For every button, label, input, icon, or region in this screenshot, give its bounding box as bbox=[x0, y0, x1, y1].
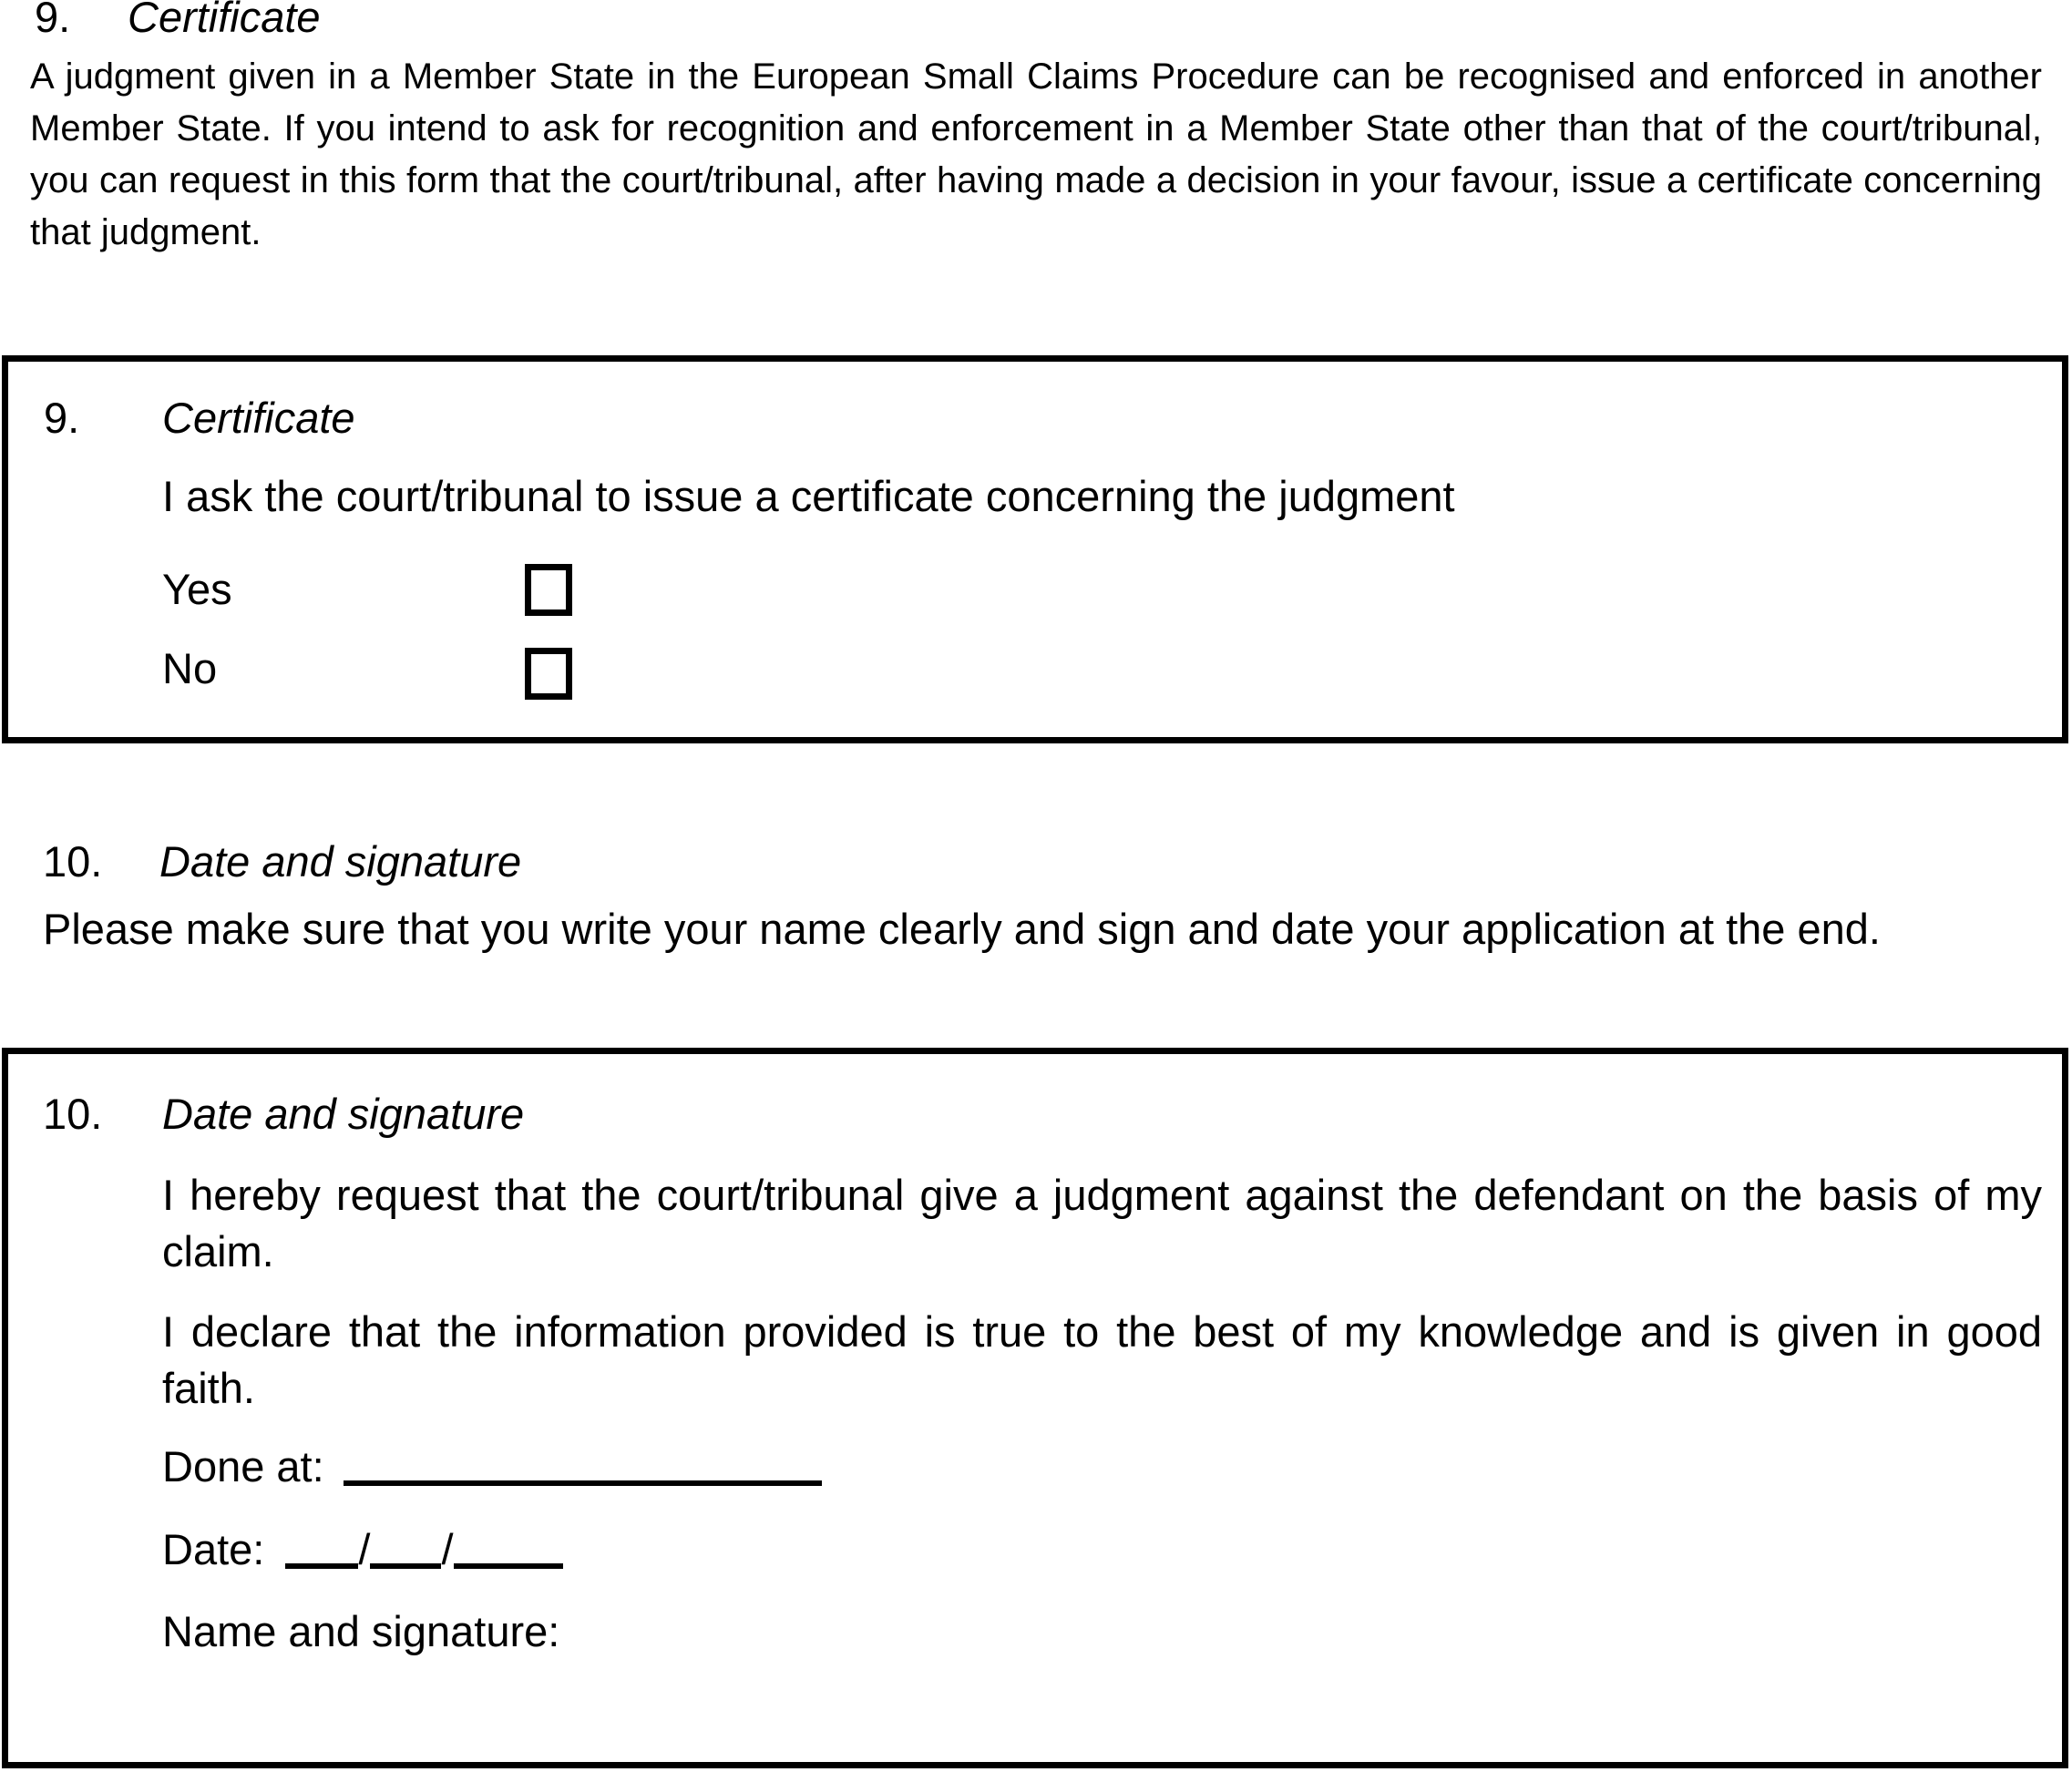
certificate-box-number: 9. bbox=[44, 394, 80, 442]
done-at-label: Done at: bbox=[162, 1442, 324, 1490]
name-signature-row bbox=[162, 1603, 559, 1660]
intro-section-number: 9. bbox=[35, 0, 71, 41]
certificate-question: I ask the court/tribunal to issue a certificate concerning the judgment bbox=[162, 472, 1455, 520]
done-at-row bbox=[162, 1439, 822, 1495]
yes-option-label: Yes bbox=[162, 565, 232, 613]
date-year-field[interactable] bbox=[454, 1560, 563, 1569]
certificate-box-title: Certificate bbox=[162, 394, 355, 442]
date-separator-1: / bbox=[358, 1525, 371, 1573]
no-option-label: No bbox=[162, 644, 218, 692]
signature-box-title: Date and signature bbox=[162, 1090, 525, 1138]
name-signature-label: Name and signature: bbox=[162, 1607, 560, 1655]
date-label: Date: bbox=[162, 1525, 265, 1573]
signature-box-number: 10. bbox=[43, 1090, 103, 1138]
signature-box bbox=[2, 1048, 2068, 1768]
certificate-box bbox=[2, 355, 2068, 743]
intro-paragraph: A judgment given in a Member State in the European Small Claims Procedure can be recognised and enforced in another Member State. If you intend to ask for recognition and enforcement in a Member State other than that of the court/tribunal, you can request in this form that the court/tribunal, after having made a decision in your favour, issue a certificate concerning that judgment. bbox=[30, 56, 2042, 252]
intro-section-title: Certificate bbox=[128, 0, 321, 41]
yes-checkbox[interactable] bbox=[525, 564, 572, 616]
declaration-statement: I declare that the information provided is true to the best of my knowledge and is given in good faith. bbox=[162, 1307, 2042, 1412]
done-at-field[interactable] bbox=[344, 1477, 822, 1486]
request-statement: I hereby request that the court/tribunal give a judgment against the defendant on the basis of my claim. bbox=[162, 1171, 2042, 1275]
date-separator-2: / bbox=[441, 1525, 454, 1573]
signature-section-note: Please make sure that you write your name clearly and sign and date your application at the end. bbox=[43, 905, 1881, 953]
signature-section-title: Date and signature bbox=[159, 837, 522, 886]
no-checkbox[interactable] bbox=[525, 648, 572, 700]
signature-section-number: 10. bbox=[43, 837, 103, 886]
date-day-field[interactable] bbox=[285, 1560, 358, 1569]
date-row bbox=[162, 1521, 563, 1578]
date-month-field[interactable] bbox=[370, 1560, 441, 1569]
